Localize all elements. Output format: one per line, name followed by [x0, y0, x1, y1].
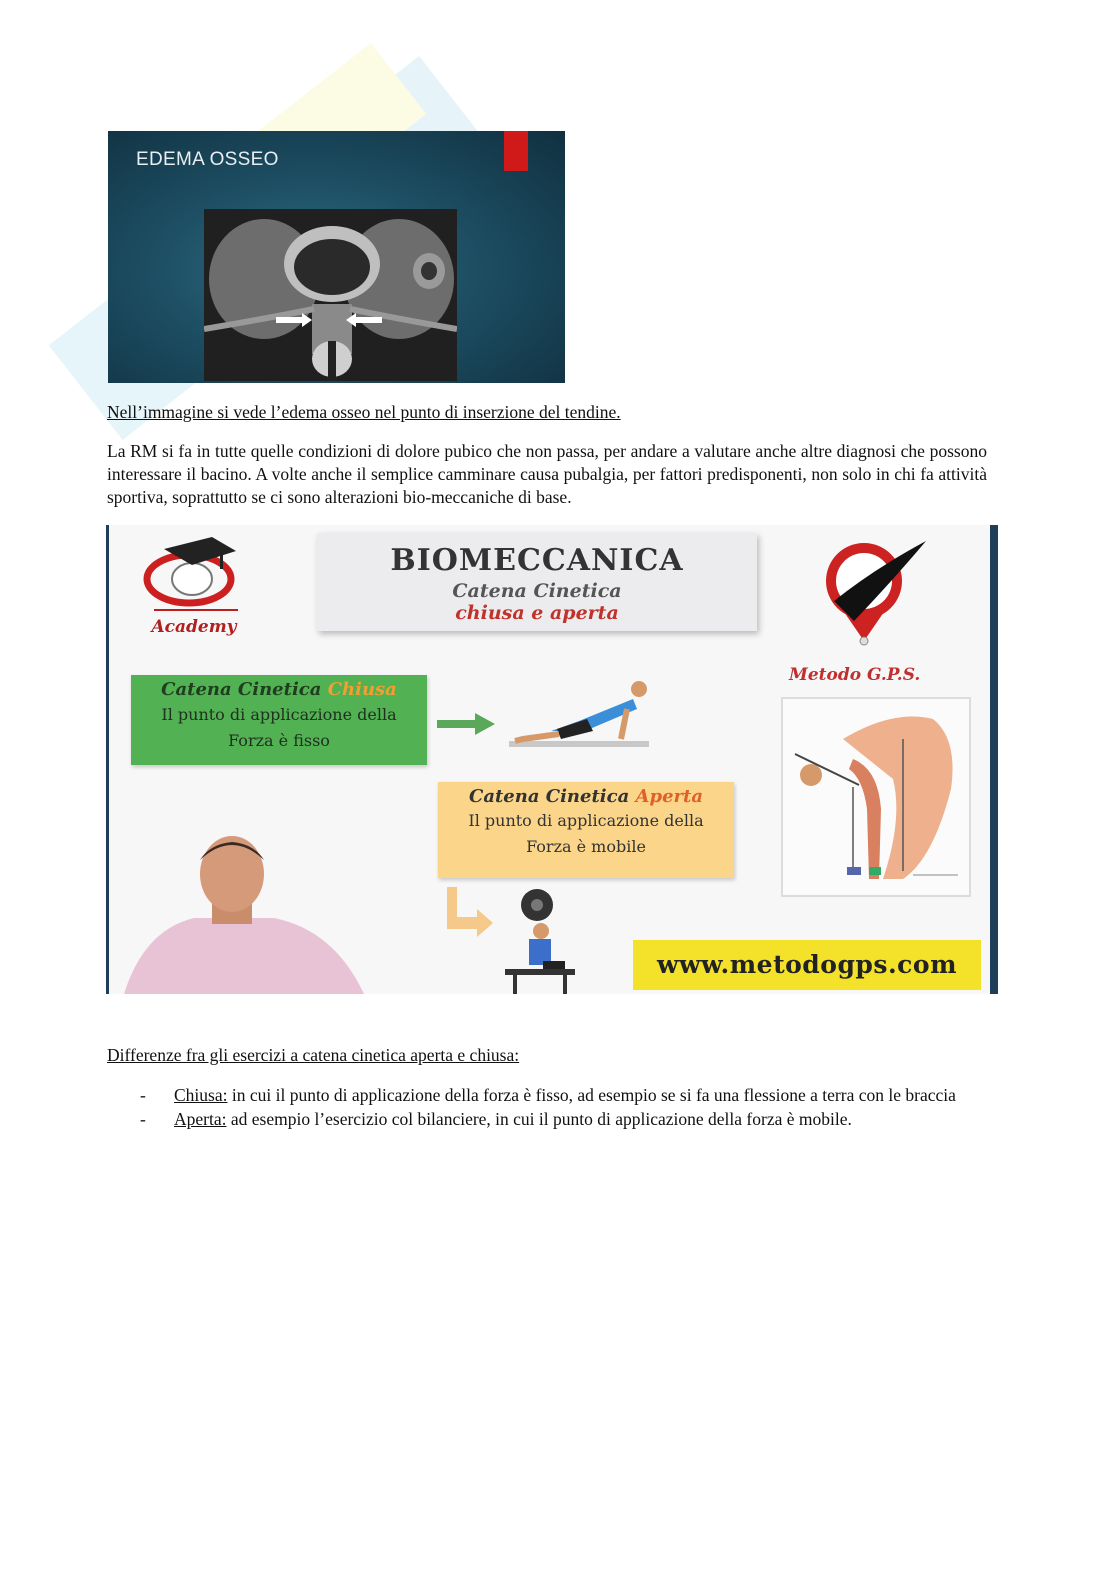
- slide-title-box: [317, 533, 757, 631]
- open-chain-box: [438, 782, 734, 878]
- closed-chain-box: [131, 675, 427, 765]
- svg-text:Academy: Academy: [151, 617, 237, 637]
- closed-chain-line2: Forza è fisso: [228, 731, 330, 750]
- closed-chain-line1: Il punto di applicazione della: [161, 705, 397, 724]
- slide-subtitle-1: Catena Cinetica: [452, 580, 622, 602]
- mri-image: [204, 209, 457, 381]
- differences-list: [107, 1084, 987, 1132]
- website-url-box: [633, 940, 981, 990]
- bent-arrow-icon: [441, 887, 493, 941]
- list-bullet: -: [140, 1085, 146, 1105]
- list-item: [107, 1108, 987, 1130]
- gps-method-label: Metodo G.P.S.: [789, 665, 921, 685]
- academy-logo-icon: [134, 529, 254, 639]
- list-item: [107, 1084, 987, 1106]
- slide-red-marker: [504, 131, 528, 171]
- slide-title: BIOMECCANICA: [390, 543, 684, 578]
- differences-heading: Differenze fra gli esercizi a catena cinetica aperta e chiusa:: [107, 1045, 520, 1065]
- presenter-photo: [124, 830, 364, 994]
- plank-exercise-icon: [509, 679, 659, 759]
- edema-slide: [108, 131, 565, 383]
- list-item-text: in cui il punto di applicazione della forza è fisso, ad esempio se si fa una flessione a terra con le braccia: [227, 1085, 956, 1105]
- list-item-label: Chiusa:: [174, 1085, 228, 1105]
- anatomy-diagram: [781, 697, 971, 897]
- image-caption: Nell’immagine si vede l’edema osseo nel punto di inserzione del tendine.: [107, 402, 621, 422]
- edema-slide-title: EDEMA OSSEO: [136, 149, 279, 170]
- biomeccanica-slide: [106, 525, 998, 994]
- closed-chain-title: Catena Cinetica Chiusa: [161, 679, 397, 700]
- open-chain-line2: Forza è mobile: [526, 837, 646, 856]
- arrow-right-icon: [437, 713, 495, 735]
- gps-logo-icon: [814, 529, 934, 647]
- open-chain-line1: Il punto di applicazione della: [468, 811, 704, 830]
- list-item-label: Aperta:: [174, 1109, 227, 1129]
- list-item-text: ad esempio l’esercizio col bilanciere, in cui il punto di applicazione della forza è mobile.: [226, 1109, 852, 1129]
- slide-subtitle-2: chiusa e aperta: [455, 602, 619, 624]
- bench-exercise-icon: [489, 887, 589, 994]
- open-chain-title: Catena Cinetica Aperta: [469, 786, 703, 807]
- body-paragraph: La RM si fa in tutte quelle condizioni di dolore pubico che non passa, per andare a valutare anche altre diagnosi che possono interessare il bacino. A volte anche il semplice camminare causa pubalgia, per fattori predisponenti, non solo in chi fa attività sportiva, soprattutto se ci sono alterazioni bio-meccaniche di base.: [107, 441, 987, 507]
- list-bullet: -: [140, 1109, 146, 1129]
- website-url: www.metodogps.com: [656, 950, 958, 979]
